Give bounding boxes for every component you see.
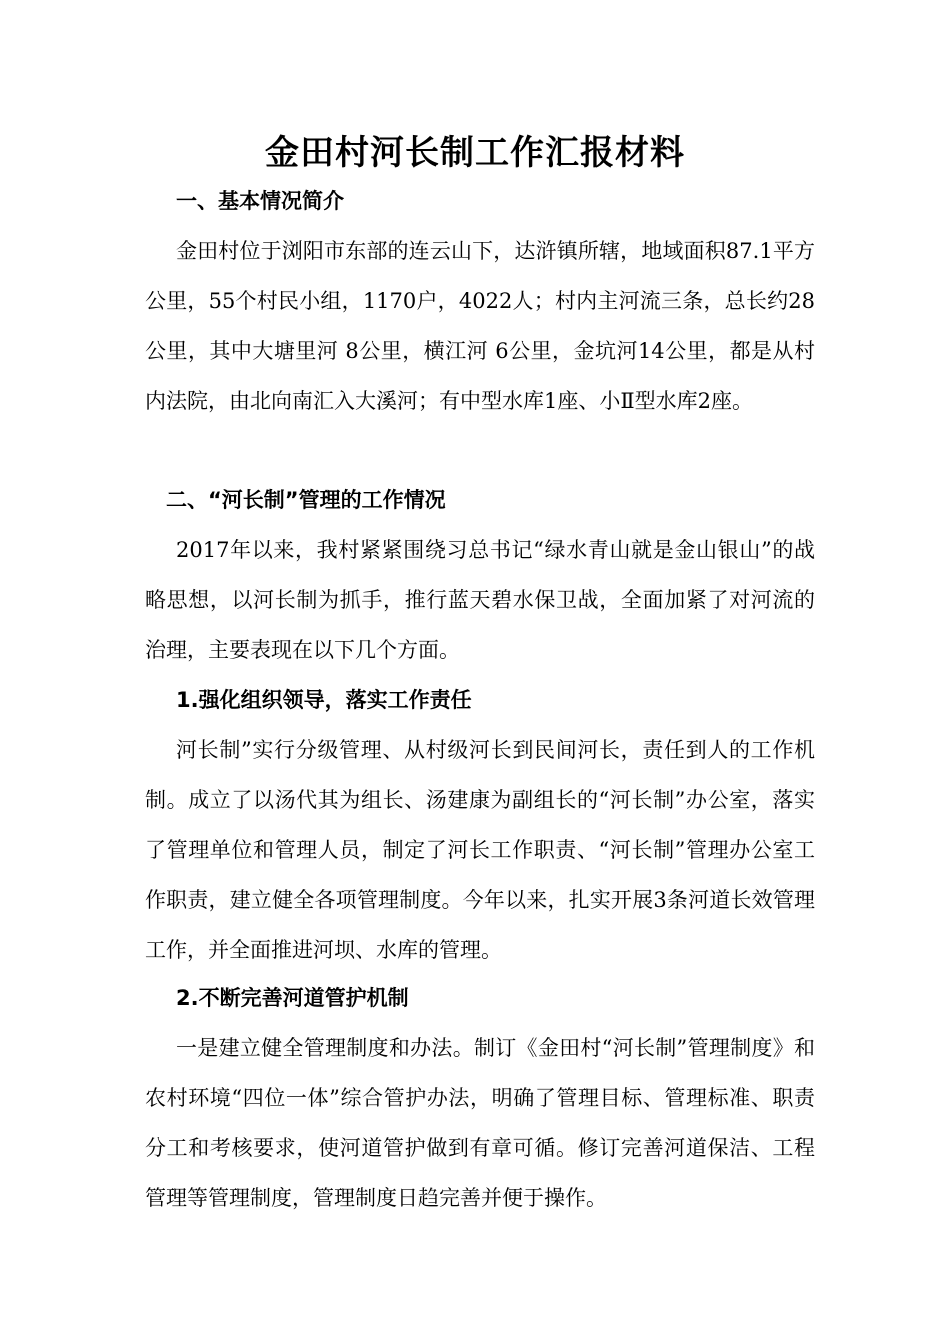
section-paragraph-organization: 河长制”实行分级管理、从村级河长到民间河长，责任到人的工作机制。成立了以汤代其为组长、汤建康为副组长的“河长制”办公室，落实了管理单位和管理人员，制定了河长工作职责、“河长制”管理办公室工作职责，建立健全各项管理制度。今年以来，扎实开展3条河道长效管理工作，并全面推进河坝、水库的管理。: [145, 738, 815, 962]
section-paragraph-river-chief-work: 2017年以来，我村紧紧围绕习总书记“绿水青山就是金山银山”的战略思想，以河长制为抓手，推行蓝天碧水保卫战，全面加紧了对河流的治理，主要表现在以下几个方面。: [145, 538, 815, 662]
document-title: 金田村河长制工作汇报材料: [265, 133, 685, 173]
section-paragraph-mechanism: 一是建立健全管理制度和办法。制订《金田村“河长制”管理制度》和农村环境“四位一体”综合管护办法，明确了管理目标、管理标准、职责分工和考核要求，使河道管护做到有章可循。修订完善河道保洁、工程管理等管理制度，管理制度日趋完善并便于操作。: [145, 1036, 815, 1210]
section-heading-basic-info: 一、基本情况简介: [176, 189, 344, 213]
section-heading-river-chief-work: 二、“河长制”管理的工作情况: [166, 488, 446, 512]
section-paragraph-basic-info: 金田村位于浏阳市东部的连云山下，达浒镇所辖，地域面积87.1平方公里，55个村民小组，1170户，4022人；村内主河流三条，总长约28公里，其中大塘里河 8公里，横江河 6公里，金坑河14公里，都是从村内法院，由北向南汇入大溪河；有中型水库1座、小Ⅱ型水库2座。: [145, 239, 815, 413]
section-heading-organization: 1.强化组织领导，落实工作责任: [176, 688, 472, 712]
section-heading-mechanism: 2.不断完善河道管护机制: [176, 986, 409, 1010]
